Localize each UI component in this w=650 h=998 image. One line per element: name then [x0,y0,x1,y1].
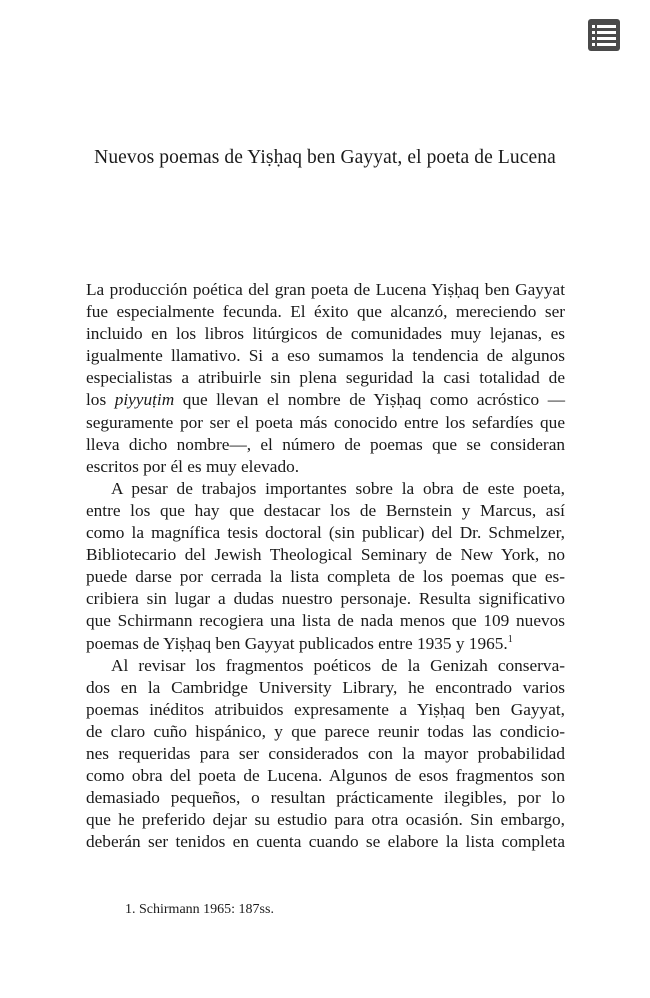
text-line: deberán ser tenidos en cuenta cuando se elabore la lista completa [86,832,565,852]
text-line: nes requeridas para ser considerados con la mayor probabilidad [86,743,565,763]
list-menu-icon [592,24,616,46]
menu-button[interactable] [588,19,620,51]
text-segment: poemas de Yiṣḥaq ben Gayyat publicados entre 1935 y 1965. [86,633,508,653]
text-line: A pesar de trabajos importantes sobre la obra de este poeta, [111,478,565,498]
text-line: fue especialmente fecunda. El éxito que alcanzó, mereciendo ser [86,302,565,322]
text-line: como obra del poeta de Lucena. Algunos de esos fragmentos son [86,766,565,786]
text-line: escritos por él es muy elevado. [86,456,300,476]
text-line: lleva dicho nombre—, el número de poemas que se consideran [86,434,565,454]
text-line: igualmente llamativo. Si a eso sumamos la tendencia de algunos [86,346,565,366]
text-line: Al revisar los fragmentos poéticos de la Genizah conserva- [111,655,565,675]
text-line: La producción poética del gran poeta de Lucena Yiṣḥaq ben Gayyat [86,280,565,299]
text-line [86,633,565,655]
text-line [86,389,565,411]
text-line: dos en la Cambridge University Library, he encontrado varios [86,677,565,697]
body-text [86,279,565,853]
text-line: que Schirmann recogiera una lista de nada menos que 109 nuevos [86,611,565,631]
italic-term: piyyuṭim [114,390,175,410]
text-line: puede darse por cerrada la lista completa de los poemas que es- [86,567,565,587]
text-line: Bibliotecario del Jewish Theological Seminary de New York, no [86,545,565,565]
text-line: que he preferido dejar su estudio para otra ocasión. Sin embargo, [86,810,565,830]
text-line: seguramente por ser el poeta más conocido entre los sefardíes que [86,412,565,432]
footnote: 1. Schirmann 1965: 187ss. [125,902,274,917]
text-line: incluido en los libros litúrgicos de comunidades muy lejanas, es [86,324,565,344]
text-segment: los [86,390,115,410]
text-line: especialistas a atribuirle sin plena seguridad la casi totalidad de [86,368,565,388]
page-title: Nuevos poemas de Yiṣḥaq ben Gayyat, el poeta de Lucena [94,147,556,168]
text-line: demasiado pequeños, o resultan prácticamente ilegibles, por lo [86,788,565,808]
footnote-marker[interactable]: 1 [507,633,513,645]
text-line: como la magnífica tesis doctoral (sin publicar) del Dr. Schmelzer, [86,523,565,543]
text-segment: que llevan el nombre de Yiṣḥaq como acróstico — [174,390,565,410]
text-line: poemas inéditos atribuidos expresamente a Yiṣḥaq ben Gayyat, [86,699,565,719]
text-line: entre los que hay que destacar los de Bernstein y Marcus, así [86,500,565,520]
text-line: cribiera sin lugar a dudas nuestro personaje. Resulta significativo [86,589,565,609]
text-line: de claro cuño hispánico, y que parece reunir todas las condicio- [86,721,565,741]
